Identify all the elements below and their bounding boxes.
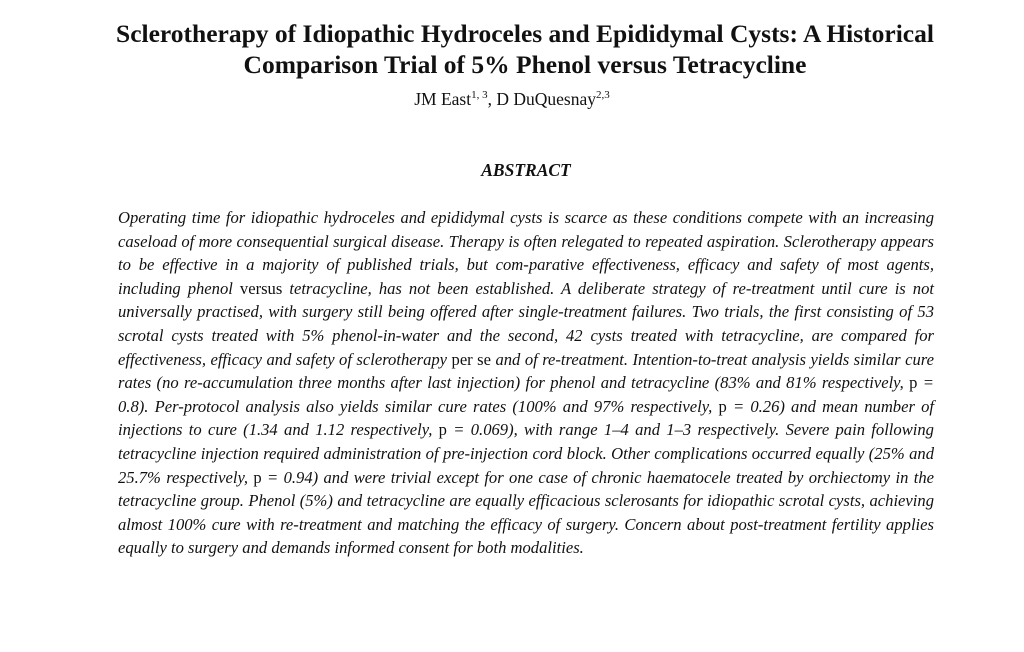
author-separator: , (487, 89, 497, 109)
abstract-segment-upright: per se (451, 349, 491, 369)
abstract-segment-upright: p (909, 373, 918, 393)
author-list (0, 88, 1024, 110)
abstract-segment-upright: p (253, 467, 262, 487)
abstract-segment: = 0.26) and mean number of injections to cure (1.34 and 1.12 respectively, (118, 396, 935, 440)
abstract-segment: = 0.8). Per-protocol analysis also yields similar cure rates (100% and 97% respectively, (118, 373, 934, 416)
abstract-segment: Operating time for idiopathic hydroceles and epididymal cysts is scarce as these conditions compete with an increasing caseload of more consequential surgical disease. Therapy is often relegated to repeated aspiration. Sclerotherapy appears to be effective in a majority of published trials, but com-parative effectiveness, efficacy and safety of most agents, including phenol (118, 208, 934, 298)
abstract-segment: and of re-treatment. Intention-to-treat analysis yields similar cure rates (no re-accumulation three months after last injection) for phenol and tetracycline (83% and 81% respectively, (118, 349, 934, 393)
paper-title (40, 18, 1010, 80)
abstract-segment: = 0.94) and were trivial except for one case of chronic haematocele treated by orchiectomy in the tetracycline group. Phenol (5%) and tetracycline are equally efficacious sclerosants for idiopathic scrotal cysts, achieving almost 100% cure with re-treatment and matching the efficacy of surgery. Concern about post-treatment fertility applies equally to surgery and demands informed consent for both modalities. (118, 467, 934, 558)
abstract-segment-upright: p (718, 396, 727, 416)
title-line-1: Sclerotherapy of Idiopathic Hydroceles and Epididymal Cysts: A Historical (116, 19, 934, 48)
abstract-segment-upright: versus (239, 278, 283, 298)
abstract-segment: tetracycline, has not been established. A deliberate strategy of re-treatment until cure is not universally practised, with surgery still being offered after single-treatment failures. Two trials, the first consisting of 53 scrotal cysts treated with 5% phenol-in-water and the second, 42 cysts treated with tetracycline, are compared for effectiveness, efficacy and safety of sclerotherapy (118, 278, 934, 369)
abstract-segment-upright: p (438, 420, 447, 440)
author-affiliation: 1, 3 (471, 89, 488, 102)
title-line-2: Comparison Trial of 5% Phenol versus Tetracycline (243, 50, 807, 79)
author-affiliation: 2,3 (596, 89, 610, 102)
abstract-heading: ABSTRACT (481, 160, 571, 180)
abstract-segment: = 0.069), with range 1–4 and 1–3 respectively. Severe pain following tetracycline injection required administration of pre-injection cord block. Other complications occurred equally (25% and 25.7% respectively, (118, 420, 934, 487)
author-name: D DuQuesnay (496, 89, 596, 109)
author-name: JM East (414, 89, 472, 109)
abstract-body (118, 206, 934, 560)
